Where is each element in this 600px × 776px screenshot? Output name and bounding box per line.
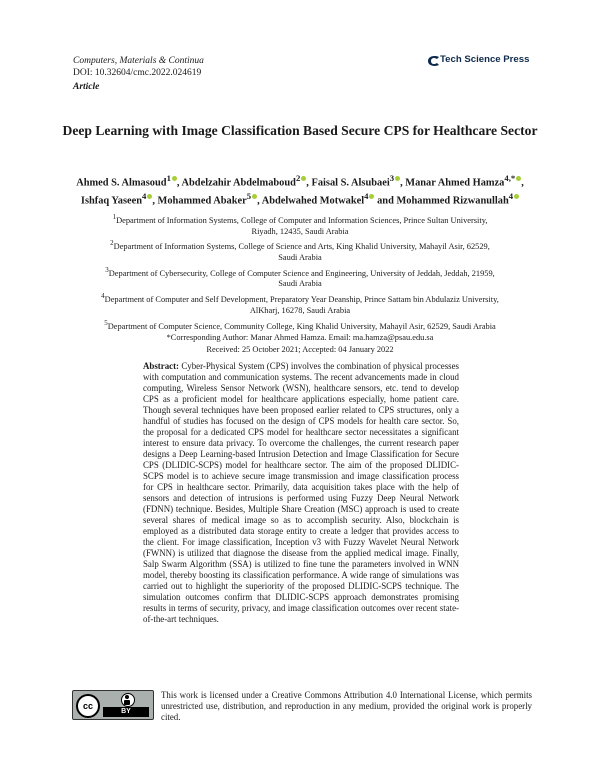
author-name: Mohammed Abaker <box>157 195 247 207</box>
article-type: Article <box>73 82 100 92</box>
author-name: Abdelwahed Motwakel <box>261 195 365 207</box>
author-name: Ishfaq Yaseen <box>80 195 143 207</box>
author-list <box>60 172 540 208</box>
author-conjunction: and <box>377 195 394 207</box>
author-affiliation-mark: 1 <box>166 173 171 183</box>
creative-commons-icon: cc <box>76 694 100 718</box>
affiliation-1: $^1$Department of Information Systems, College of Computer and Information Sciences, Prince Sultan University, Riyadh, 12435, Saudi Arabia <box>112 213 488 236</box>
abstract-label: Abstract: <box>143 361 179 371</box>
author-affiliation-mark: 4 <box>364 190 369 201</box>
orcid-icon[interactable] <box>369 194 374 199</box>
affiliation-2: $^2$Department of Information Systems, College of Science and Arts, King Khalid University, Mahayil Asir, 62529, Saudi Arabia <box>110 239 490 262</box>
author-affiliation-mark: 4 <box>508 190 514 201</box>
affiliation-4: $^4$Department of Computer and Self Development, Preparatory Year Deanship, Prince Sattam bin Abdulaziz University, AlKharj, 16278, Saudi Arabia <box>101 292 499 315</box>
publisher-name: Tech Science Press <box>440 54 530 65</box>
affiliation-3: $^3$Department of Cybersecurity, College of Computer Science and Engineering, University of Jeddah, Jeddah, 21959, Saudi Arabia <box>105 265 495 289</box>
abstract-text: Cyber-Physical System (CPS) involves the combination of physical processes with computation and communication systems. The recent advancements made in cloud computing, Wireless Sensor Network (WSN), healthcare sensors, etc. tend to develop CPS as a proficient model for healthcare applications especially, home patient care. Though several techniques have been proposed earlier related to CPS structures, only a handful of studies has focused on the design of CPS models for health care sector. So, the proposal for a dedicated CPS model for healthcare sector necessitates a significant interest to ensure data privacy. To overcome the challenges, the current research paper designs a Deep Learning-based Intrusion Detection and Image Classification for Secure CPS (DLIDIC-SCPS) model for healthcare sector. The aim of the proposed DLIDIC-SCPS model is to achieve secure image transmission and image classification process for CPS in healthcare sector. Primarily, data acquisition takes place with the help of sensors and detection of intrusions is performed using Fuzzy Deep Neural Network (FDNN) technique. Besides, Multiple Share Creation (MSC) approach is used to create several shares of medical image so as to accomplish security. Also, blockchain is employed as a distributed data storage entity to create a ledger that provides access to the client. For image classification, Inception v3 with Fuzzy Wavelet Neural Network (FWNN) is utilized that diagnose the disease from the applied medical image. Finally, Salp Swarm Algorithm (SSA) is utilized to fine tune the parameters involved in WNN model, thereby boosting its classification performance. A wide range of simulations was carried out to highlight the superiority of the proposed DLIDIC-SCPS technique. The simulation outcomes confirm that DLIDIC-SCPS approach demonstrates promising results in terms of security, privacy, and image classification outcomes over recent state-of-the-art techniques. <box>143 361 459 624</box>
author-name: Faisal S. Alsubaei <box>311 177 390 189</box>
license-text: This work is licensed under a Creative Commons Attribution 4.0 International License, which permits unrestricted use, distribution, and reproduction in any medium, provided the original work is properly cited. <box>161 690 532 722</box>
paper-title: Deep Learning with Image Classification Based Secure CPS for Healthcare Sector <box>62 123 538 138</box>
author-line-1: Ahmed S. Almasoud$^1$ , Abdelzahir Abdelmaboud$^2$ , Faisal S. Alsubaei$^3$ , Manar Ahmed Hamza$^{4,*}$ , <box>76 173 524 189</box>
author-affiliation-mark: 2 <box>295 173 301 183</box>
license-block <box>72 690 532 730</box>
by-label: BY <box>103 707 149 717</box>
author-name: Mohammed Rizwanullah <box>396 195 509 207</box>
journal-name: Computers, Materials & Continua <box>73 56 204 66</box>
author-line-2: Ishfaq Yaseen$^4$ , Mohammed Abaker$^5$ , Abdelwahed Motwakel$^4$ and Mohammed Rizwanullah$^4$ <box>60 190 540 208</box>
author-name: Manar Ahmed Hamza <box>405 177 505 189</box>
cc-by-badge[interactable] <box>72 690 154 720</box>
publisher-logo <box>426 52 536 70</box>
received-accepted-dates: Received: 25 October 2021; Accepted: 04 January 2022 <box>206 344 394 354</box>
affiliations <box>82 212 518 357</box>
author-affiliation-mark: 4,* <box>504 173 516 183</box>
author-name: Ahmed S. Almasoud <box>76 177 167 189</box>
abstract <box>143 361 459 625</box>
author-affiliation-mark: 5 <box>246 190 252 201</box>
author-affiliation-mark: 3 <box>389 173 395 183</box>
doi[interactable]: DOI: 10.32604/cmc.2022.024619 <box>73 68 202 78</box>
corresponding-author: *Corresponding Author: Manar Ahmed Hamza. Email: ma.hamza@psau.edu.sa <box>166 333 434 343</box>
author-name: Abdelzahir Abdelmaboud <box>181 177 296 189</box>
orcid-icon[interactable] <box>514 194 519 199</box>
affiliation-5: $^5$Department of Computer Science, Community College, King Khalid University, Mahayil Asir, 62529, Saudi Arabia <box>104 318 496 331</box>
author-affiliation-mark: 4 <box>142 190 147 201</box>
